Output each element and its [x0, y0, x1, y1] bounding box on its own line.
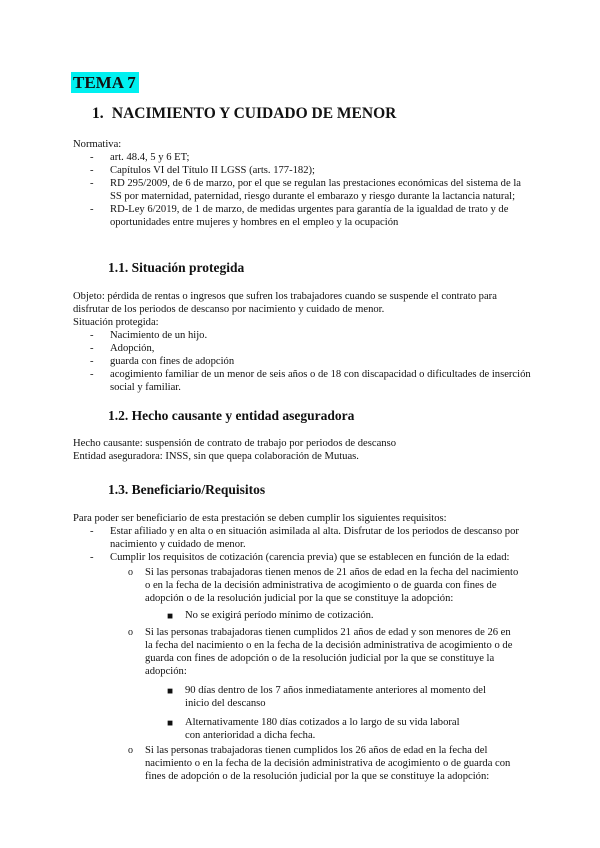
section-1-1-heading: 1.1. Situación protegida	[108, 260, 245, 275]
list-item: o Si las personas trabajadoras tienen menos de 21 años de edad en la fecha del nacimiento o en la fecha de la decisión administrativa de acogimiento o de guarda con fines de adopción o de la resolución judicial por la que se constituye la adopción:	[128, 567, 519, 604]
section-1-number: 1.	[92, 105, 104, 122]
age-case-1	[128, 566, 520, 605]
list-item: ■ No se exigirá período mínimo de cotización.	[167, 610, 374, 622]
age-case-2	[128, 626, 520, 678]
section-1-title: NACIMIENTO Y CUIDADO DE MENOR	[111, 105, 397, 122]
list-item: - art. 48.4, 5 y 6 ET;	[90, 152, 190, 163]
list-item: - Nacimiento de un hijo.	[90, 330, 208, 341]
list-item: ■ Alternativamente 180 días cotizados a lo largo de su vida laboral con anterioridad a dicha fecha.	[167, 717, 460, 741]
requisitos-intro: Para poder ser beneficiario de esta prestación se deben cumplir los siguientes requisitos:	[73, 513, 447, 524]
section-1-3-heading: 1.3. Beneficiario/Requisitos	[108, 482, 266, 497]
section-1-2-heading: 1.2. Hecho causante y entidad aseguradora	[108, 408, 355, 423]
age-case-2-sublist-1	[163, 684, 503, 710]
hecho-causante-text: Hecho causante: suspensión de contrato de trabajo por periodos de descanso	[73, 438, 397, 449]
list-item: ■ 90 días dentro de los 7 años inmediatamente anteriores al momento del inicio del descanso	[167, 685, 486, 709]
entidad-text: Entidad aseguradora: INSS, sin que quepa colaboración de Mutuas.	[73, 451, 359, 462]
objeto-text: Objeto: pérdida de rentas o ingresos que sufren los trabajadores cuando se suspende el contrato para disfrutar de los periodos de descanso por nacimiento y cuidado de menor.	[73, 291, 497, 315]
list-item: o Si las personas trabajadoras tienen cumplidos 21 años de edad y son menores de 26 en la fecha del nacimiento o en la fecha de la decisión administrativa de acogimiento o de guarda con fines de adopción o de la resolución judicial por la que se constituye la adopción:	[128, 627, 513, 677]
situacion-label: Situación protegida:	[73, 317, 159, 328]
list-item: - acogimiento familiar de un menor de seis años o de 18 con discapacidad o dificultades de inserción social y familiar.	[90, 369, 531, 393]
tema-heading: TEMA 7	[71, 72, 139, 93]
list-item: - RD 295/2009, de 6 de marzo, por el que se regulan las prestaciones económicas del sistema de la SS por maternidad, paternidad, riesgo durante el embarazo y riesgo durante la lactancia natural;	[90, 178, 521, 202]
age-case-2-sublist-2	[163, 716, 463, 742]
list-item: - Estar afiliado y en alta o en situación asimilada al alta. Disfrutar de los periodos de descanso por nacimiento y cuidado de menor.	[90, 526, 519, 550]
section-1-heading	[92, 105, 396, 123]
list-item: - Adopción,	[90, 343, 155, 354]
list-item: - Cumplir los requisitos de cotización (carencia previa) que se establecen en función de la edad:	[90, 552, 510, 563]
requisitos-list	[73, 525, 533, 564]
normativa-label: Normativa:	[73, 139, 122, 150]
list-item: - RD-Ley 6/2019, de 1 de marzo, de medidas urgentes para garantía de la igualdad de trato y de oportunidades entre mujeres y hombres en el empleo y la ocupación	[90, 204, 509, 228]
list-item: - Capítulos VI del Título II LGSS (arts. 177-182);	[90, 165, 315, 176]
normativa-list	[73, 151, 533, 229]
age-case-1-sublist	[163, 609, 523, 622]
list-item: - guarda con fines de adopción	[90, 356, 235, 367]
age-case-3	[128, 744, 523, 783]
list-item: o Si las personas trabajadoras tienen cumplidos los 26 años de edad en la fecha del nacimiento o en la fecha de la decisión administrativa de acogimiento o de guarda con fines de adopción o de la resolución judicial por la que se constituye la adopción:	[128, 745, 511, 782]
situacion-list	[73, 329, 533, 394]
